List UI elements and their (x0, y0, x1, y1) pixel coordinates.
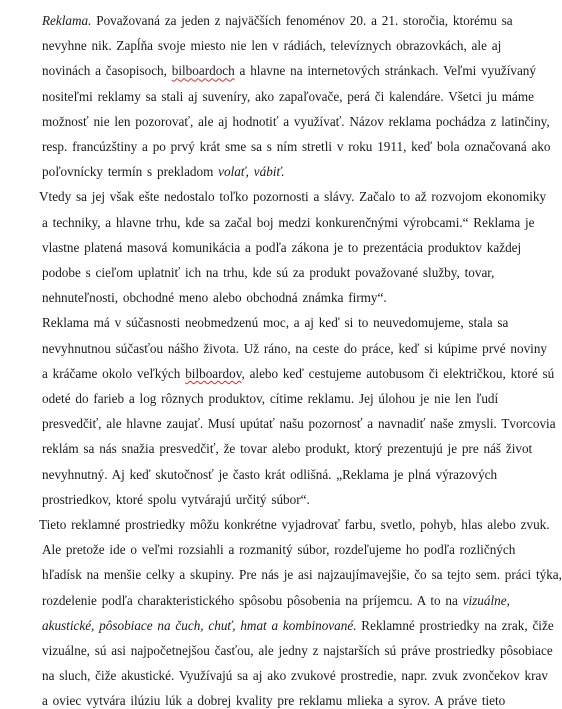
text-run: Reklama má v súčasnosti neobmedzenú moc, a aj keď si to neuvedomujeme, stala sa (42, 315, 509, 331)
text-line (42, 63, 536, 79)
text-line (42, 542, 515, 558)
text-run: nevyhnutný. Aj keď skutočnosť je často krát odlišná. „Reklama je plná výrazových (42, 466, 498, 482)
text-line (42, 441, 532, 457)
text-run: nositeľmi reklamy sa stali aj suveníry, ako zapaľovače, perá či kalendáre. Všetci ju máme (42, 88, 534, 104)
text-line (42, 13, 513, 29)
text-line (42, 290, 387, 306)
text-line (42, 114, 550, 130)
italic-text: Reklama. (42, 13, 92, 28)
text-line (42, 668, 548, 684)
text-line (42, 391, 498, 407)
spellcheck-word: bilboardov (185, 365, 242, 381)
spellcheck-word: bilboardoch (171, 63, 235, 79)
text-line (42, 38, 501, 54)
text-run: reklám sa nás snažia presvedčiť, že tovar alebo produkt, ktorý prezentujú je pre náš život (42, 441, 533, 457)
text-line (42, 164, 285, 180)
text-run: Vtedy sa jej však ešte nedostalo toľko pozornosti a slávy. Začalo to až rozvojom ekonomiky (39, 189, 547, 205)
text-line (42, 341, 547, 357)
text-run: presvedčiť, ale hlavne zaujať. Musí upútať našu pozornosť a navnadiť naše zmysli. Tvorcovia (42, 416, 556, 432)
text-line (42, 492, 310, 508)
text-run: podobe s cieľom uplatniť ich na trhu, kde sú za produkt považované služby, tovar, (42, 265, 495, 280)
text-line (42, 139, 551, 155)
text-line (42, 618, 554, 634)
text-run: a kráčame okolo veľkých (42, 365, 186, 381)
text-run: nevyhnutnou súčasťou nášho života. Už ráno, na ceste do práce, keď si kúpime prvé noviny (42, 340, 548, 356)
text-run: poľovnícky termín s prekladom (42, 164, 219, 180)
text-line (42, 643, 553, 659)
text-line (42, 567, 562, 583)
text-run: resp. francúzštiny a po prvý krát sme sa s ním stretli v roku 1911, keď bola označovaná ako (42, 139, 551, 154)
text-run: a oviec vytvára ilúziu lúk a dobrej kvality pre reklamu mlieka a syrov. A práve tieto (42, 693, 506, 709)
italic-text: volať, vábiť. (218, 164, 285, 180)
text-run: možnosť nie len pozorovať, ale aj hodnotiť a využívať. Názov reklama pochádza z latinčiny, (42, 113, 550, 129)
text-line (42, 89, 534, 105)
text-run: odeté do farieb a log rôznych produktov, cítime reklamu. Jej úlohou je nie len ľudí (42, 391, 499, 406)
text-run: nehnuteľnosti, obchodné meno alebo obchodná známka firmy“. (42, 290, 387, 306)
text-line (42, 593, 510, 609)
text-run: Tieto reklamné prostriedky môžu konkrétne vyjadrovať farbu, svetlo, pohyb, hlas alebo zvuk. (39, 517, 550, 532)
text-line (42, 215, 535, 231)
text-line (42, 265, 494, 281)
text-line (42, 467, 497, 483)
text-run: rozdelenie podľa charakteristického spôsobu pôsobenia na príjemcu. A to na (42, 592, 463, 608)
text-line (42, 693, 505, 709)
italic-text: vizuálne, (462, 592, 510, 608)
text-run: nevyhne nik. Zapĺňa svoje miesto nie len v rádiách, televíznych obrazovkách, ale aj (42, 38, 502, 54)
italic-text: akustické, pôsobiace na čuch, chuť, hmat a kombinované. (42, 617, 357, 633)
text-run: Reklamné prostriedky na zrak, čiže (356, 617, 554, 633)
text-run: a techniky, a hlavne trhu, kde sa začal boj medzi konkurenčnými výrobcami.“ Reklama je (42, 214, 535, 230)
text-run: vizuálne, sú asi najpočetnejšou časťou, ale jedny z najstarších sú práve prostriedky pôsobiace (42, 643, 553, 658)
text-run: , alebo keď cestujeme autobusom či električkou, ktoré sú (241, 365, 555, 381)
text-line (42, 416, 556, 432)
text-run: Považovaná za jeden z najväčších fenoménov 20. a 21. storočia, ktorému sa (91, 13, 513, 28)
text-run: a hlavne na internetových stránkach. Veľmi využívaný (234, 63, 536, 79)
text-line (39, 189, 546, 205)
text-run: Ale pretože ide o veľmi rozsiahli a rozmanitý súbor, rozdeľujeme ho podľa rozličných (42, 542, 516, 558)
text-line (42, 240, 521, 256)
text-run: na sluch, čiže akustické. Využívajú sa aj ako zvukové prostredie, napr. zvuk zvončekov krav (42, 668, 548, 684)
text-run: hľadísk na menšie celky a skupiny. Pre nás je asi najzaujímavejšie, čo sa tejto sem. práci týka, (42, 567, 562, 583)
text-run: prostriedkov, ktoré spolu vytvárajú určitý súbor“. (42, 491, 310, 507)
text-run: novinách a časopisoch, (42, 63, 172, 79)
text-run: vlastne platená masová komunikácia a podľa zákona je to prezentácia produktov každej (42, 239, 522, 255)
text-line (42, 315, 508, 331)
text-line (42, 366, 554, 382)
text-line (39, 517, 550, 533)
